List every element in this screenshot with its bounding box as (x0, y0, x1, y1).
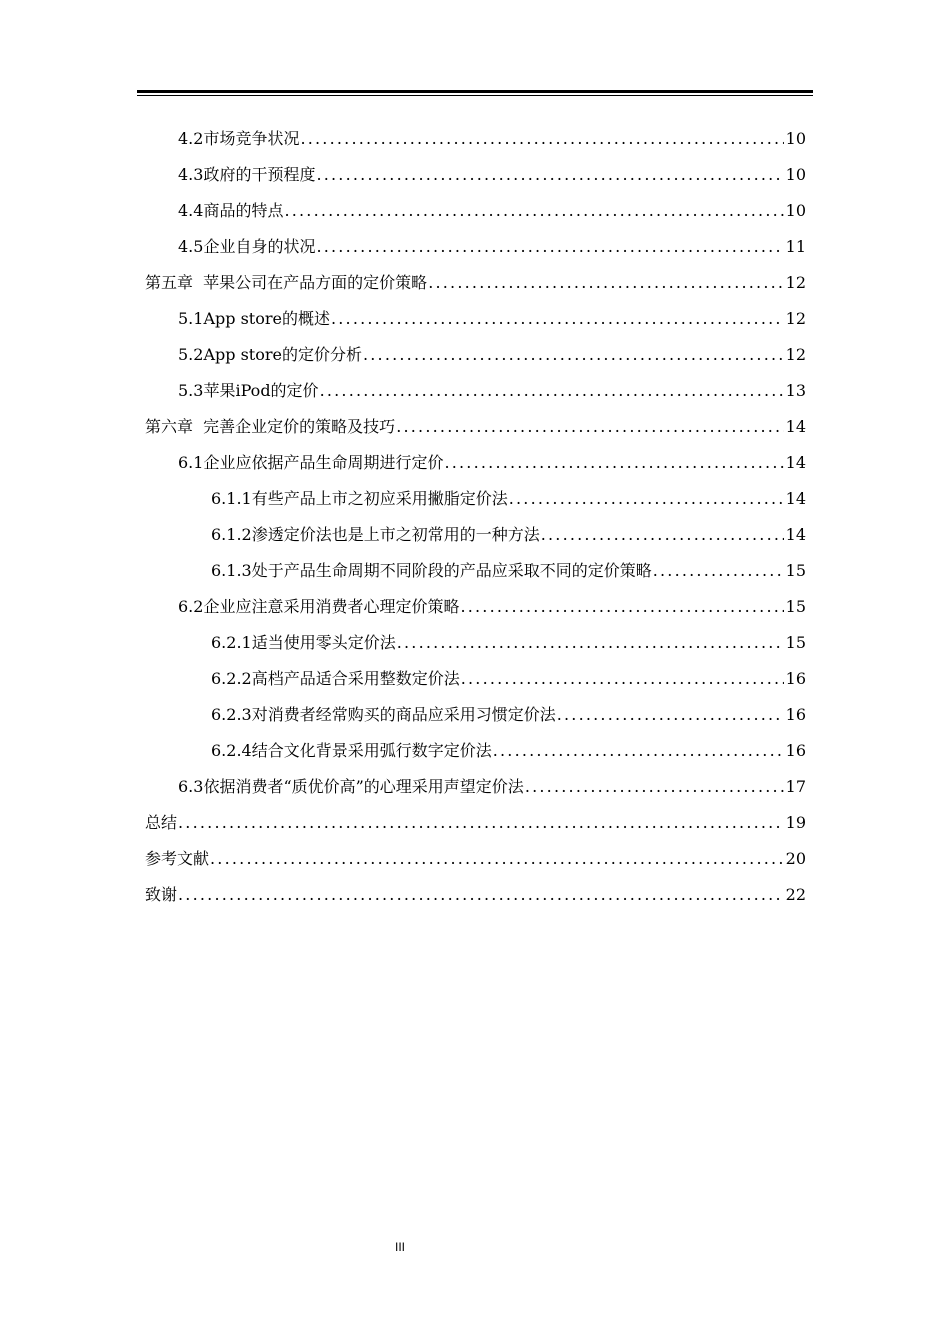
toc-leader-dots (652, 553, 784, 589)
toc-entry[interactable] (145, 625, 806, 661)
toc-entry[interactable] (145, 337, 806, 373)
toc-entry-title: 6.1.1有些产品上市之初应采用撇脂定价法 (211, 489, 508, 508)
toc-leader-dots (315, 229, 783, 265)
toc-entry-page: 14 (785, 453, 806, 472)
toc-entry[interactable] (145, 589, 806, 625)
toc-leader-dots (459, 589, 783, 625)
toc-entry[interactable] (145, 517, 806, 553)
toc-entry-page: 10 (785, 129, 806, 148)
toc-entry[interactable] (145, 121, 806, 157)
toc-entry-chapter[interactable] (145, 265, 806, 301)
toc-entry-title: 4.3政府的干预程度 (178, 165, 316, 184)
toc-leader-dots (556, 697, 784, 733)
toc-entry-page: 20 (785, 849, 806, 868)
toc-entry-title: 6.2企业应注意采用消费者心理定价策略 (178, 597, 460, 616)
header-rule-thick (137, 90, 813, 93)
toc-leader-dots (177, 877, 784, 913)
toc-entry-title: 6.1.2渗透定价法也是上市之初常用的一种方法 (211, 525, 540, 544)
toc-entry-title: 4.5企业自身的状况 (178, 237, 316, 256)
toc-entry-page: 14 (785, 489, 806, 508)
toc-leader-dots (362, 337, 784, 373)
toc-entry-title: 致谢 (145, 885, 178, 904)
toc-entry-title: 6.3依据消费者“质优价高”的心理采用声望定价法 (178, 777, 524, 796)
toc-entry[interactable] (145, 661, 806, 697)
toc-entry-title: 5.1App store的概述 (178, 309, 330, 328)
toc-entry-page: 15 (785, 633, 806, 652)
toc-entry-page: 10 (785, 165, 806, 184)
toc-entry-page: 14 (785, 525, 806, 544)
toc-entry-title: 第六章 完善企业定价的策略及技巧 (145, 417, 396, 436)
toc-entry-title: 6.2.3对消费者经常购买的商品应采用习惯定价法 (211, 705, 556, 724)
toc-entry-chapter[interactable] (145, 877, 806, 913)
toc-entry[interactable] (145, 373, 806, 409)
toc-leader-dots (540, 517, 784, 553)
toc-entry[interactable] (145, 445, 806, 481)
toc-entry-page: 11 (785, 237, 806, 256)
toc-leader-dots (524, 769, 784, 805)
toc-leader-dots (508, 481, 784, 517)
toc-entry-title: 6.1企业应依据产品生命周期进行定价 (178, 453, 444, 472)
toc-entry-page: 12 (785, 309, 806, 328)
toc-entry-page: 19 (785, 813, 806, 832)
toc-entry-title: 参考文献 (145, 849, 210, 868)
toc-entry-chapter[interactable] (145, 841, 806, 877)
toc-entry-title: 6.1.3处于产品生命周期不同阶段的产品应采取不同的定价策略 (211, 561, 652, 580)
toc-leader-dots (319, 373, 784, 409)
toc-entry-page: 17 (785, 777, 806, 796)
toc-entry[interactable] (145, 301, 806, 337)
toc-entry-title: 5.3苹果iPod的定价 (178, 381, 319, 400)
toc-entry-page: 13 (785, 381, 806, 400)
toc-entry[interactable] (145, 229, 806, 265)
toc-entry-title: 6.2.1适当使用零头定价法 (211, 633, 396, 652)
toc-entry-title: 总结 (145, 813, 178, 832)
toc-entry-title: 4.2市场竞争状况 (178, 129, 300, 148)
table-of-contents (145, 121, 806, 913)
toc-entry-page: 15 (785, 597, 806, 616)
toc-entry-page: 14 (785, 417, 806, 436)
toc-entry-title: 第五章 苹果公司在产品方面的定价策略 (145, 273, 428, 292)
toc-entry[interactable] (145, 769, 806, 805)
toc-leader-dots (177, 805, 784, 841)
toc-entry-title: 4.4商品的特点 (178, 201, 284, 220)
toc-leader-dots (443, 445, 783, 481)
toc-entry-page: 12 (785, 345, 806, 364)
toc-entry-page: 16 (785, 741, 806, 760)
toc-entry-page: 10 (785, 201, 806, 220)
toc-entry-page: 16 (785, 705, 806, 724)
toc-leader-dots (209, 841, 784, 877)
toc-entry-page: 15 (785, 561, 806, 580)
toc-entry-title: 5.2App store的定价分析 (178, 345, 362, 364)
toc-leader-dots (315, 157, 783, 193)
toc-leader-dots (395, 409, 783, 445)
toc-entry-page: 12 (785, 273, 806, 292)
toc-entry-title: 6.2.4结合文化背景采用弧行数字定价法 (211, 741, 492, 760)
toc-entry[interactable] (145, 157, 806, 193)
toc-entry[interactable] (145, 193, 806, 229)
toc-leader-dots (427, 265, 783, 301)
toc-leader-dots (299, 121, 783, 157)
page-number: III (394, 1240, 405, 1254)
header-rule-thin (137, 95, 813, 96)
toc-entry-title: 6.2.2高档产品适合采用整数定价法 (211, 669, 460, 688)
toc-entry[interactable] (145, 481, 806, 517)
toc-leader-dots (330, 301, 784, 337)
toc-entry-page: 16 (785, 669, 806, 688)
toc-leader-dots (283, 193, 783, 229)
toc-leader-dots (460, 661, 784, 697)
toc-entry-chapter[interactable] (145, 805, 806, 841)
toc-entry[interactable] (145, 697, 806, 733)
toc-entry-chapter[interactable] (145, 409, 806, 445)
toc-entry[interactable] (145, 553, 806, 589)
toc-leader-dots (396, 625, 784, 661)
toc-leader-dots (492, 733, 784, 769)
toc-entry-page: 22 (785, 885, 806, 904)
toc-entry[interactable] (145, 733, 806, 769)
